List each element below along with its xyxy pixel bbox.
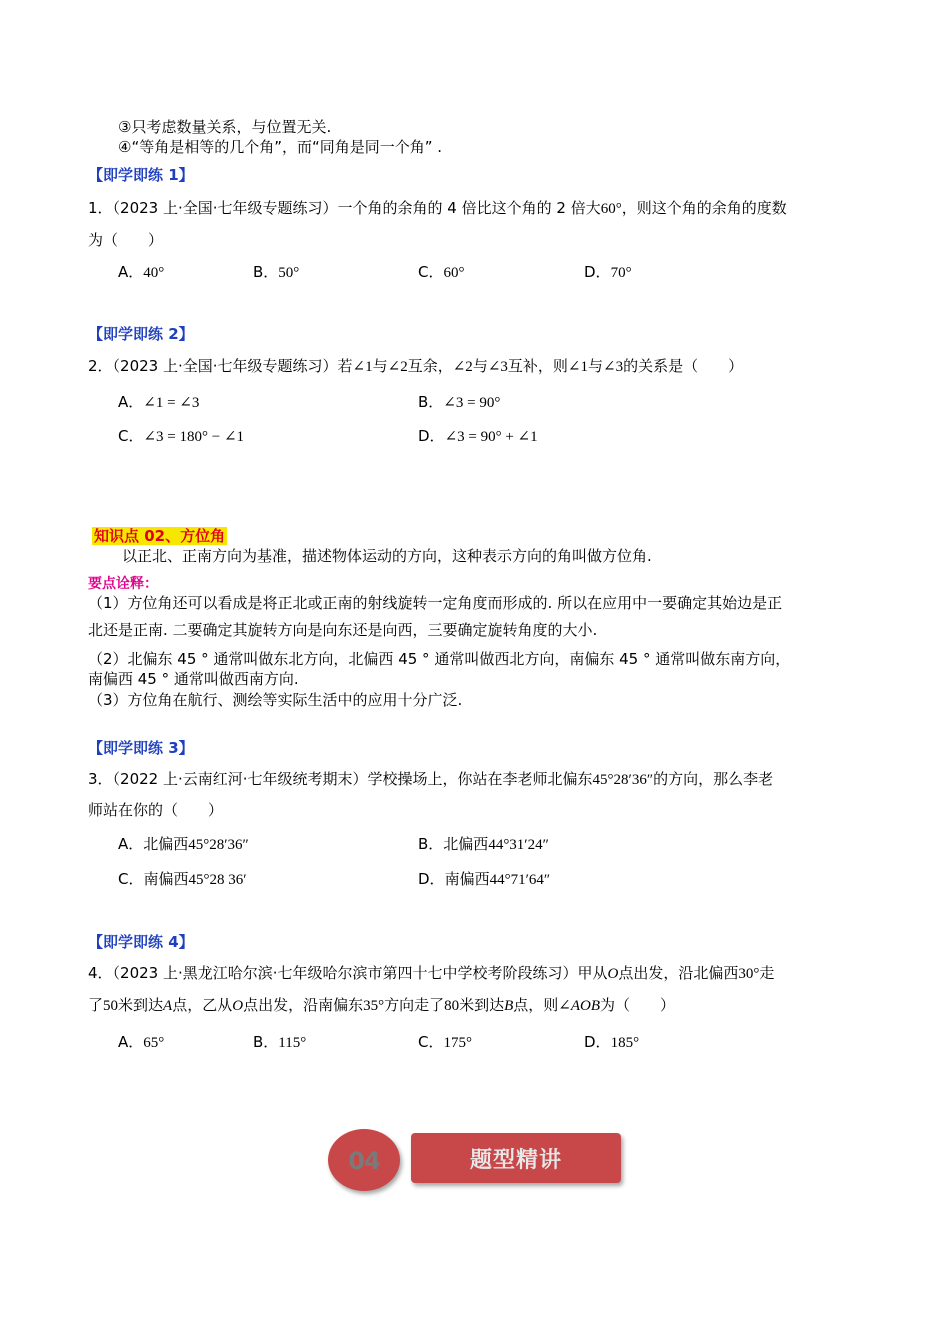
option-letter: D． xyxy=(584,263,611,281)
key-points-title: 要点诠释： xyxy=(88,576,158,592)
practice-1-stem-line-1 xyxy=(88,198,787,219)
practice-4-tag: 【即学即练 4】 xyxy=(88,933,194,951)
option-b[interactable] xyxy=(418,391,500,412)
option-a[interactable] xyxy=(118,833,249,854)
key-point-2-line-1: （2）北偏东 45 ° 通常叫做东北方向，北偏西 45 ° 通常叫做西北方向，南偏东 45 ° 通常叫做东南方向， xyxy=(88,650,791,668)
option-text: 南偏西 xyxy=(143,870,189,888)
math-point: O xyxy=(607,966,619,982)
math-angle: 35° xyxy=(363,998,385,1014)
question-number: 3． xyxy=(88,770,113,788)
question-text: 点，则 xyxy=(513,996,559,1014)
option-value: ∠3 = 90° + ∠1 xyxy=(444,429,538,445)
question-text: 点，乙从 xyxy=(172,996,233,1014)
math-number: 50 xyxy=(103,998,119,1014)
option-value: 45°28′36″ xyxy=(188,837,249,853)
option-letter: A． xyxy=(118,835,144,853)
practice-3-stem-line-2: 师站在你的（ ） xyxy=(88,801,224,819)
question-text: 互补，则 xyxy=(507,357,568,375)
option-d[interactable] xyxy=(584,1031,639,1052)
option-value: 60° xyxy=(443,265,465,281)
option-letter: D． xyxy=(418,870,445,888)
intro-line-4: ④“等角是相等的几个角”，而“同角是同一个角” . xyxy=(118,138,443,156)
option-a[interactable] xyxy=(118,261,164,282)
intro-line-3: ③只考虑数量关系，与位置无关. xyxy=(118,118,332,136)
option-letter: B． xyxy=(418,393,444,411)
math-angle: 30° xyxy=(738,966,760,982)
math-angle: ∠3 xyxy=(603,359,624,375)
option-letter: D． xyxy=(418,427,445,445)
question-text: 走 xyxy=(759,964,775,982)
math-angle: ∠2 xyxy=(387,359,408,375)
knowledge-point-title-text: 知识点 02、方位角 xyxy=(94,527,226,545)
math-60-degrees: 60° xyxy=(600,201,622,217)
math-number: 80 xyxy=(444,998,460,1014)
option-value: 40° xyxy=(143,265,165,281)
question-source: （2022 上·云南红河·七年级统考期末） xyxy=(112,770,368,788)
option-letter: C． xyxy=(418,263,444,281)
practice-4-stem-line-1 xyxy=(88,963,774,984)
option-value: 50° xyxy=(278,265,300,281)
question-text: 方向走了 xyxy=(384,996,445,1014)
question-source: （2023 上·黑龙江哈尔滨·七年级哈尔滨市第四十七中学校考阶段练习） xyxy=(112,964,578,982)
option-text: 北偏西 xyxy=(443,835,489,853)
option-letter: A． xyxy=(118,263,144,281)
option-letter: C． xyxy=(118,870,144,888)
option-c[interactable] xyxy=(118,425,244,446)
option-value: 44°31′24″ xyxy=(488,837,549,853)
key-point-1-line-1: （1）方位角还可以看成是将正北或正南的射线旋转一定角度而形成的. 所以在应用中一要确定其始边是正 xyxy=(88,594,783,612)
question-text: ，则这个角的余角的度数 xyxy=(621,199,787,217)
practice-2-tag: 【即学即练 2】 xyxy=(88,325,194,343)
option-value: 70° xyxy=(610,265,632,281)
question-text: 若 xyxy=(337,357,353,375)
option-a[interactable] xyxy=(118,1031,164,1052)
question-text: 米到达 xyxy=(459,996,505,1014)
question-text: 米到达 xyxy=(118,996,164,1014)
section-number: 04 xyxy=(348,1147,380,1175)
option-letter: B． xyxy=(253,263,279,281)
practice-1-stem-line-2: 为（ ） xyxy=(88,231,164,249)
practice-4-stem-line-2 xyxy=(88,995,675,1016)
practice-3-tag: 【即学即练 3】 xyxy=(88,739,194,757)
option-letter: A． xyxy=(118,1033,144,1051)
practice-2-stem xyxy=(88,356,743,377)
option-letter: C． xyxy=(118,427,144,445)
option-value: ∠3 = 90° xyxy=(443,395,501,411)
key-point-3: （3）方位角在航行、测绘等实际生活中的应用十分广泛. xyxy=(88,691,463,709)
practice-3-stem-line-1 xyxy=(88,769,773,790)
option-c[interactable] xyxy=(118,868,247,889)
question-text: 一个角的余角的 4 倍比这个角的 2 倍大 xyxy=(337,199,601,217)
key-point-1-line-2: 北还是正南. 二要确定其旋转方向是向东还是向西，三要确定旋转角度的大小. xyxy=(88,621,598,639)
question-number: 1． xyxy=(88,199,113,217)
option-value: ∠1 = ∠3 xyxy=(143,395,200,411)
math-point: O xyxy=(232,998,244,1014)
question-text: 与 xyxy=(372,357,388,375)
option-value: 175° xyxy=(443,1035,472,1051)
option-value: 115° xyxy=(278,1035,307,1051)
option-c[interactable] xyxy=(418,1031,472,1052)
knowledge-point-title xyxy=(92,525,227,546)
option-letter: C． xyxy=(418,1033,444,1051)
math-angle: ∠AOB xyxy=(558,998,601,1014)
practice-1-tag: 【即学即练 1】 xyxy=(88,166,194,184)
option-d[interactable] xyxy=(418,425,538,446)
option-letter: B． xyxy=(418,835,444,853)
option-a[interactable] xyxy=(118,391,199,412)
option-letter: D． xyxy=(584,1033,611,1051)
math-point: B xyxy=(504,998,514,1014)
question-source: （2023 上·全国·七年级专题练习） xyxy=(112,357,338,375)
option-b[interactable] xyxy=(418,833,549,854)
knowledge-definition: 以正北、正南方向为基准，描述物体运动的方向，这种表示方向的角叫做方位角. xyxy=(122,547,652,565)
option-letter: B． xyxy=(253,1033,279,1051)
question-text: 点出发，沿南偏东 xyxy=(243,996,364,1014)
question-text: 点出发，沿北偏西 xyxy=(618,964,739,982)
question-text: 与 xyxy=(588,357,604,375)
option-text: 北偏西 xyxy=(143,835,189,853)
key-point-2-line-2: 南偏西 45 ° 通常叫做西南方向. xyxy=(88,670,299,688)
question-text: 与 xyxy=(472,357,488,375)
math-angle: ∠3 xyxy=(487,359,508,375)
option-value: ∠3 = 180° − ∠1 xyxy=(143,429,245,445)
question-source: （2023 上·全国·七年级专题练习） xyxy=(112,199,338,217)
math-angle: ∠1 xyxy=(352,359,373,375)
question-text: 为（ ） xyxy=(600,996,676,1014)
question-text: 了 xyxy=(88,996,104,1014)
option-b[interactable] xyxy=(253,1031,306,1052)
option-text: 南偏西 xyxy=(444,870,490,888)
option-value: 65° xyxy=(143,1035,165,1051)
option-d[interactable] xyxy=(584,261,632,282)
option-value: 44°71′64″ xyxy=(489,872,551,888)
question-text: 的方向，那么李老 xyxy=(653,770,774,788)
question-number: 2． xyxy=(88,357,113,375)
option-letter: A． xyxy=(118,393,144,411)
question-text: 互余， xyxy=(407,357,453,375)
option-b[interactable] xyxy=(253,261,299,282)
option-c[interactable] xyxy=(418,261,464,282)
option-d[interactable] xyxy=(418,868,550,889)
math-angle: 45°28′36″ xyxy=(592,772,654,788)
question-text: 的关系是（ ） xyxy=(623,357,744,375)
math-angle: ∠1 xyxy=(567,359,588,375)
question-number: 4． xyxy=(88,964,113,982)
option-value: 185° xyxy=(610,1035,640,1051)
option-value: 45°28 36′ xyxy=(188,872,247,888)
section-title: 题型精讲 xyxy=(469,1148,562,1173)
question-text: 甲从 xyxy=(577,964,608,982)
math-angle: ∠2 xyxy=(452,359,473,375)
math-point: A xyxy=(163,998,173,1014)
question-text: 学校操场上，你站在李老师北偏东 xyxy=(367,770,593,788)
